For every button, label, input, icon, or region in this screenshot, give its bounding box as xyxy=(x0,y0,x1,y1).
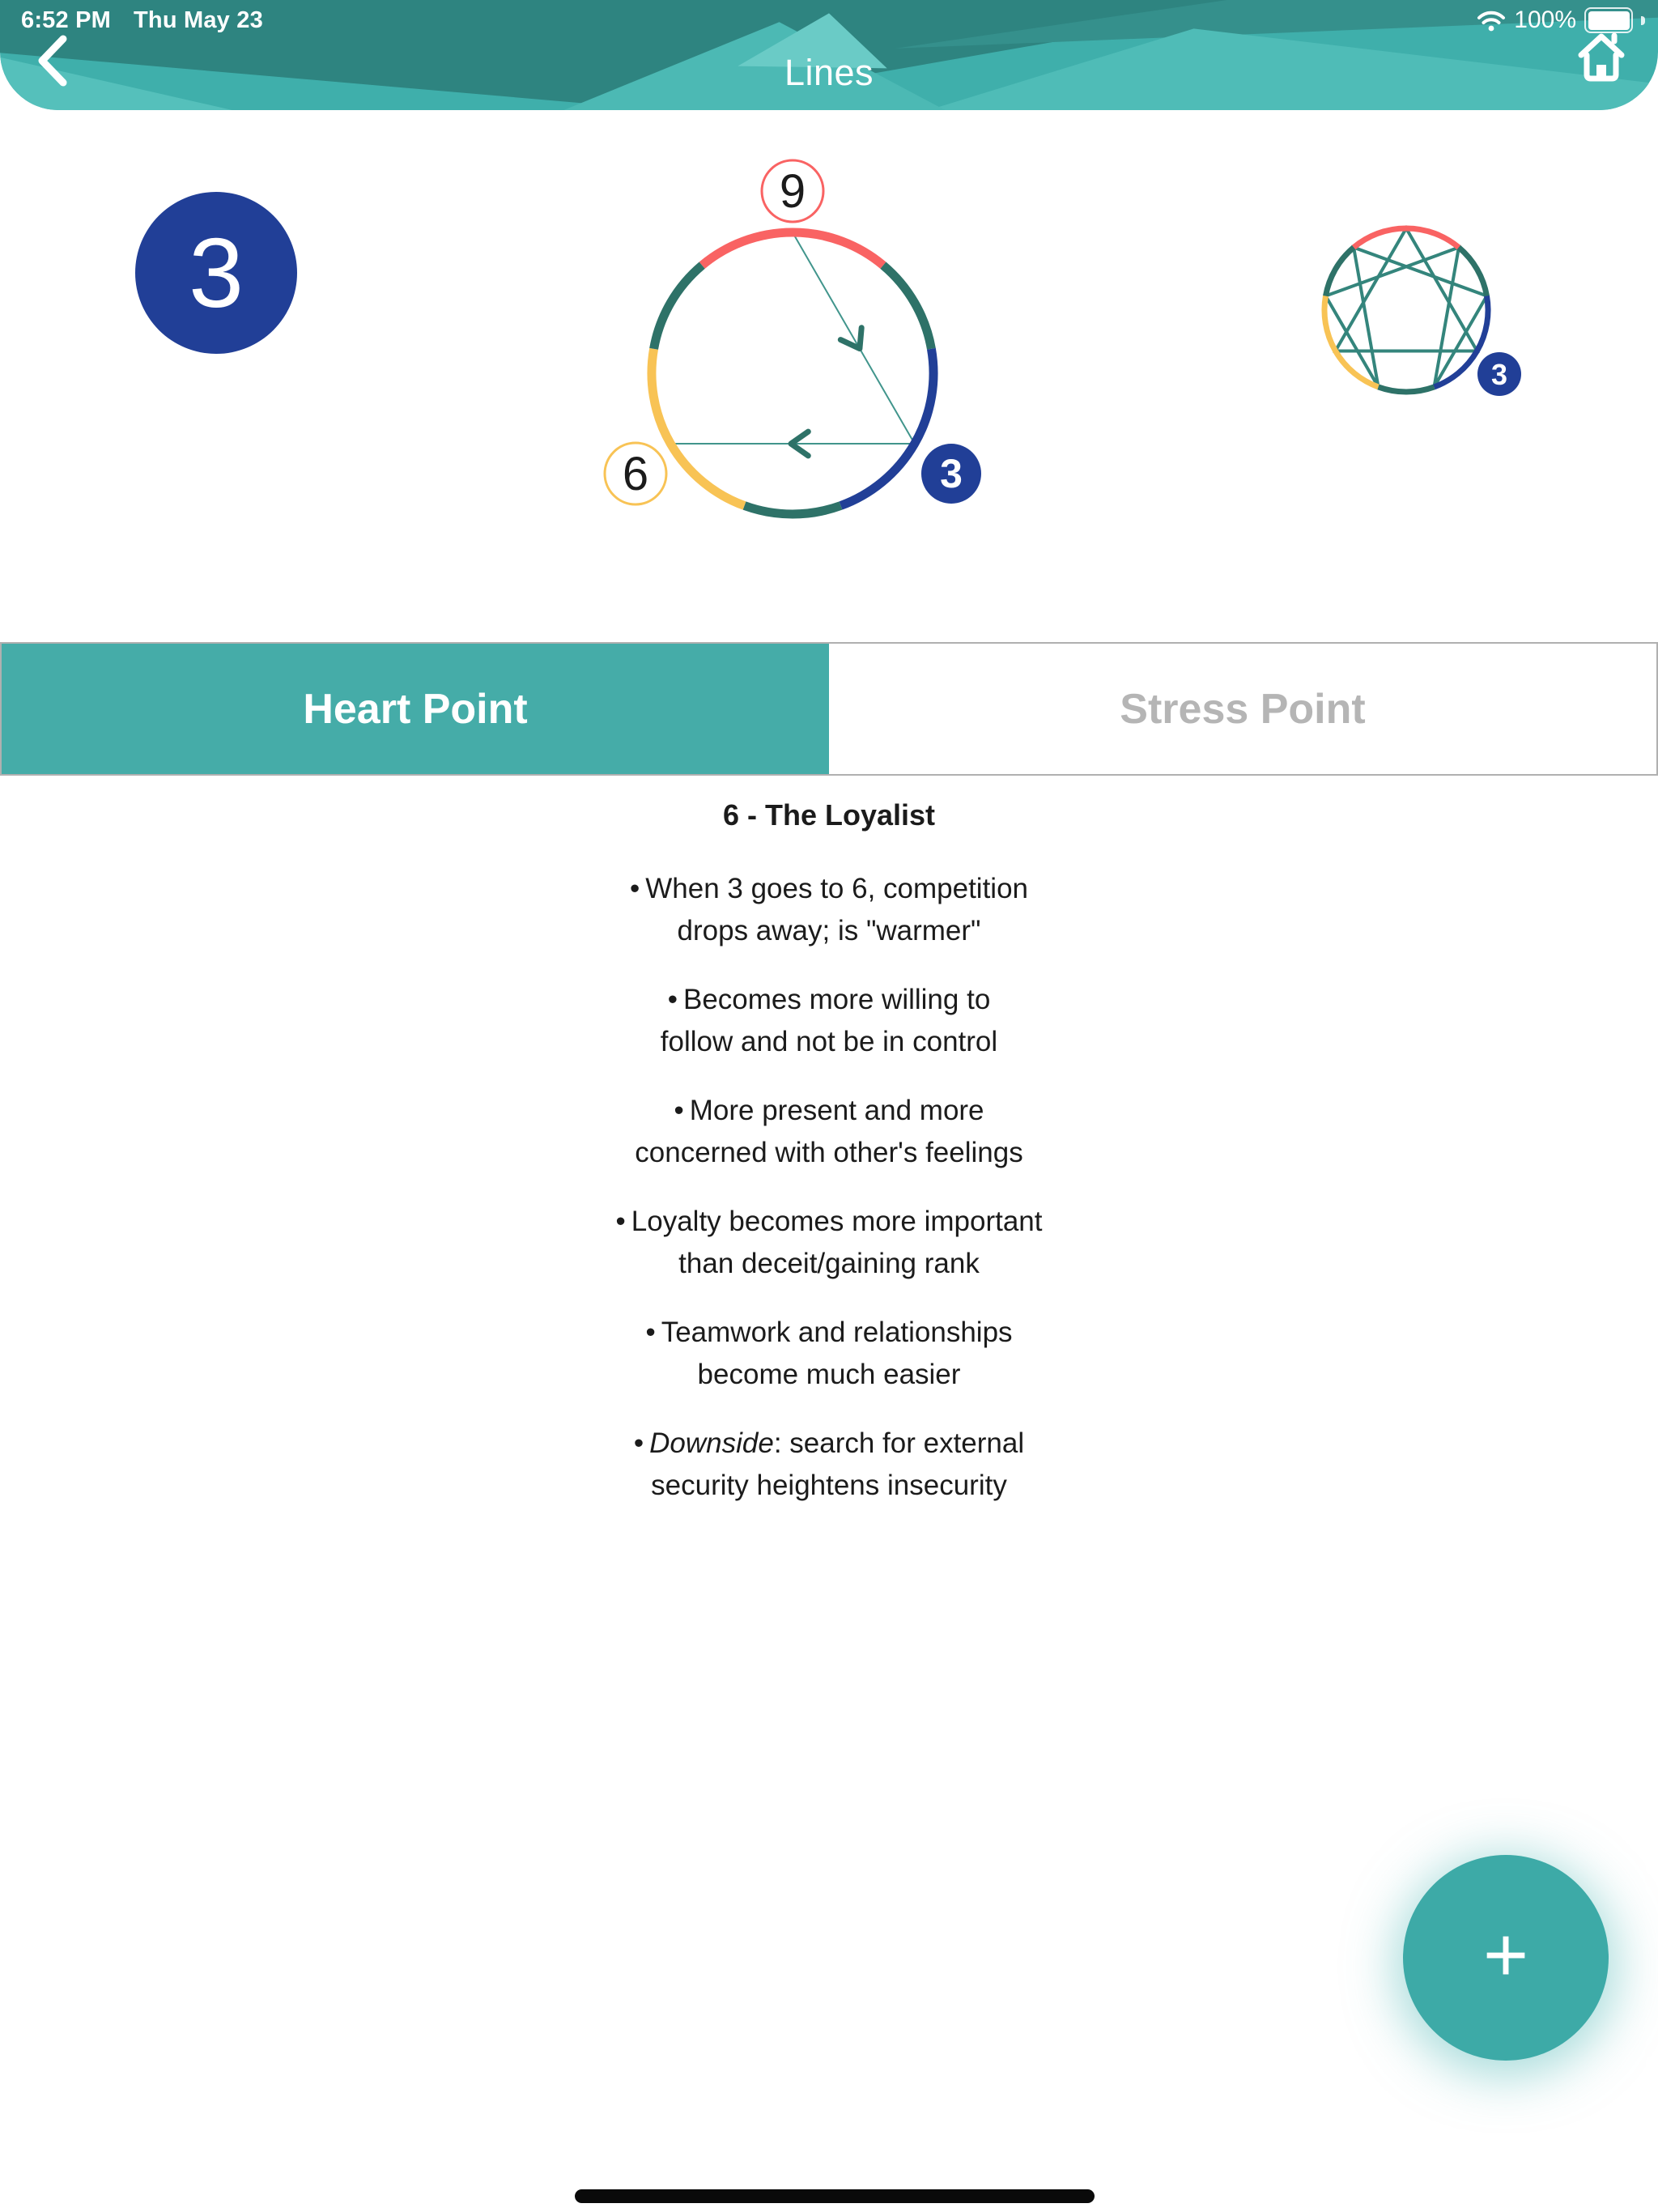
page-title: Lines xyxy=(784,52,874,93)
mini-type-badge xyxy=(1477,352,1521,396)
lines-diagram xyxy=(599,150,984,526)
home-button[interactable] xyxy=(1575,31,1627,84)
line-9-to-3 xyxy=(793,232,915,444)
bullet-item: • When 3 goes to 6, competition drops away; is "warmer" xyxy=(629,873,1029,946)
mini-arc-teal xyxy=(1379,387,1435,392)
wifi-dot xyxy=(1489,26,1494,32)
point-9-label: 9 xyxy=(779,165,806,218)
bullet-item: • Loyalty becomes more important than deceit/gaining rank xyxy=(615,1206,1043,1279)
type-number-badge xyxy=(135,192,297,354)
status-time: 6:52 PM xyxy=(21,7,111,33)
home-icon xyxy=(1576,31,1626,83)
arc-segment-teal xyxy=(745,506,841,514)
bullet-dot: • xyxy=(667,984,678,1015)
wifi-icon xyxy=(1477,9,1506,32)
tab-heart-point-label: Heart Point xyxy=(303,685,528,733)
point-badge-6 xyxy=(605,443,666,504)
arc-segment-teal xyxy=(883,266,932,349)
status-bar-left xyxy=(21,7,263,34)
tab-heart-point[interactable] xyxy=(2,644,829,774)
battery-percent: 100% xyxy=(1514,6,1576,33)
bullet-item: • Teamwork and relationships become much easier xyxy=(645,1317,1013,1390)
bullet-dot: • xyxy=(645,1317,656,1348)
home-indicator[interactable] xyxy=(575,2189,1095,2203)
bullet-item: • Becomes more willing to follow and not be in control xyxy=(660,984,998,1057)
app-header xyxy=(0,0,1658,110)
tab-stress-point[interactable] xyxy=(829,644,1656,774)
battery-nub xyxy=(1641,16,1645,25)
bullet-dot: • xyxy=(615,1206,626,1237)
plus-icon: + xyxy=(1482,1912,1529,1998)
arc-segment-red xyxy=(702,232,883,266)
bullet-dot: • xyxy=(633,1427,644,1459)
arrowhead-toward-3 xyxy=(840,328,861,349)
point-badge-9 xyxy=(762,160,823,222)
arc-segment-blue xyxy=(841,349,934,506)
tab-stress-point-label: Stress Point xyxy=(1120,685,1366,733)
content-heading: 6 - The Loyalist xyxy=(722,798,936,832)
battery-icon xyxy=(1584,7,1633,33)
tab-content xyxy=(0,776,1658,1534)
status-date: Thu May 23 xyxy=(134,7,263,33)
bullet-dot: • xyxy=(674,1095,684,1126)
point-3-label: 3 xyxy=(940,451,963,496)
point-badge-3 xyxy=(921,444,981,504)
bullet-item: • Downside: search for external security heightens insecurity xyxy=(633,1427,1025,1501)
status-bar-right xyxy=(1477,6,1645,34)
arc-segment-teal xyxy=(654,266,703,349)
tab-bar xyxy=(0,642,1658,776)
add-button[interactable] xyxy=(1403,1855,1609,2061)
point-6-label: 6 xyxy=(622,448,649,500)
mini-type-label: 3 xyxy=(1490,358,1508,391)
bullet-item: • More present and more concerned with other's feelings xyxy=(635,1095,1023,1168)
bullet-dot: • xyxy=(629,873,640,904)
type-number: 3 xyxy=(189,218,244,328)
enneagram-icon xyxy=(1307,211,1538,405)
